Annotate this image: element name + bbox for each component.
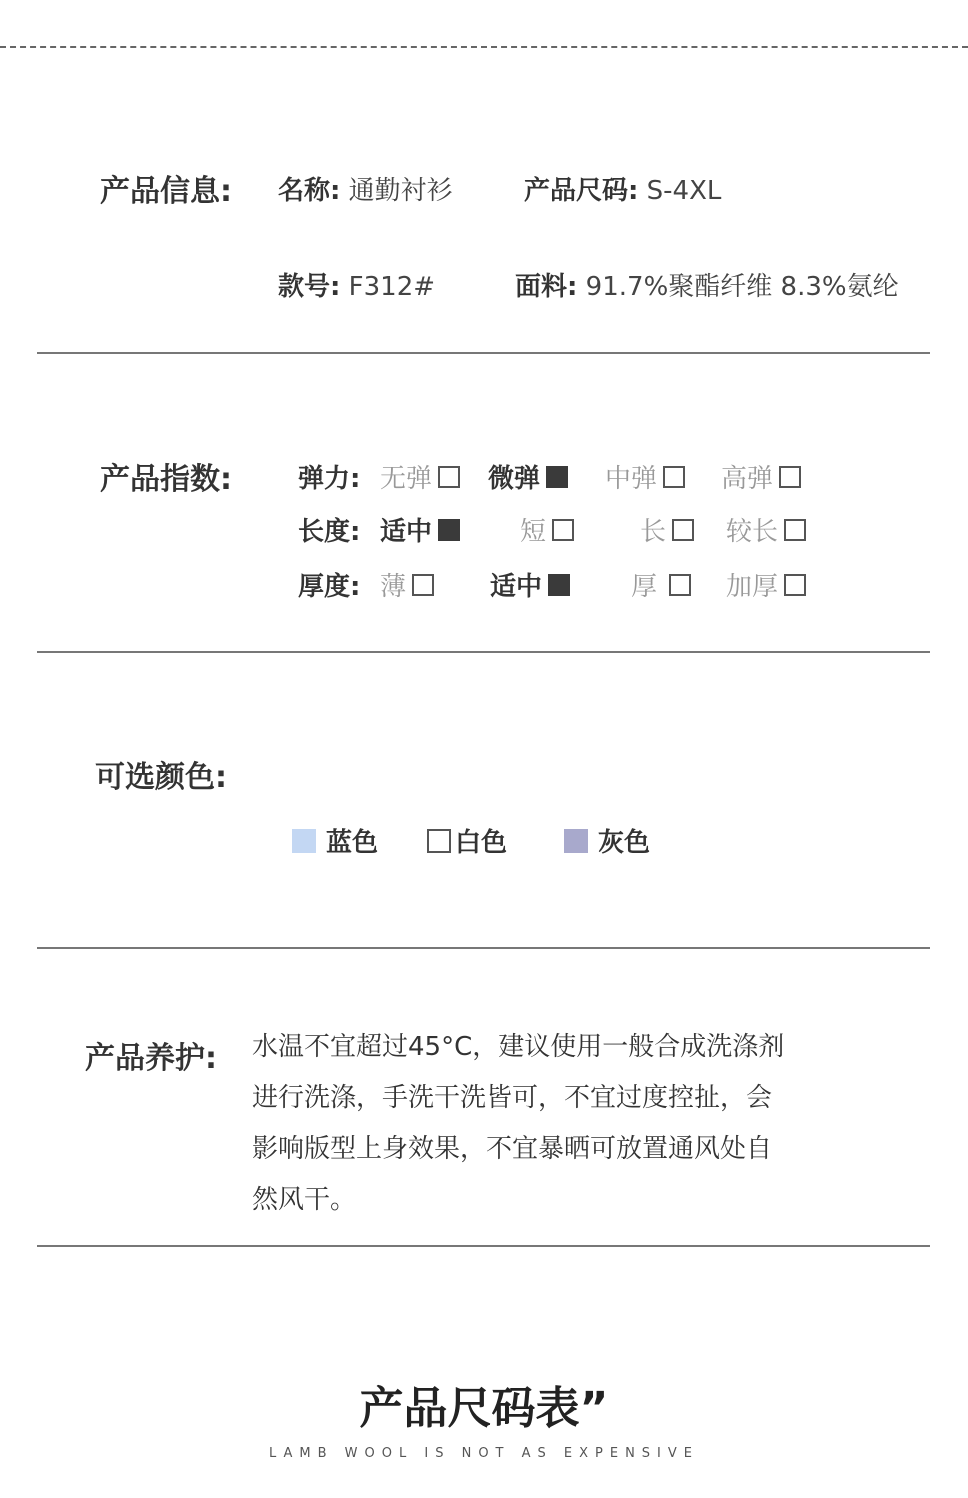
product-name-value: 通勤衬衫	[348, 176, 453, 206]
care-instructions	[252, 1022, 892, 1226]
blue-swatch-icon	[292, 829, 316, 853]
index-option-elasticity-medium: 中弹	[605, 458, 685, 495]
product-fabric-value: 91.7%聚酯纤维 8.3%氨纶	[585, 272, 899, 302]
product-size	[524, 170, 721, 207]
index-option-thickness-medium: 适中	[490, 566, 570, 603]
care-line: 然风干。	[252, 1185, 357, 1215]
checkbox-filled-icon	[546, 466, 568, 488]
index-option-elasticity-none: 无弹	[380, 458, 460, 495]
checkbox-empty-icon	[552, 519, 574, 541]
checkbox-empty-icon	[438, 466, 460, 488]
product-info-label: 产品信息:	[100, 174, 232, 209]
product-index-label: 产品指数:	[100, 462, 232, 497]
color-option-gray: 灰色	[564, 822, 650, 859]
colors-label: 可选颜色:	[95, 760, 227, 795]
index-row-label-thickness: 厚度:	[298, 572, 361, 602]
product-fabric-label: 面料:	[515, 272, 578, 302]
care-line: 水温不宜超过45°C，建议使用一般合成洗涤剂	[252, 1032, 785, 1062]
product-name	[278, 170, 453, 207]
gray-swatch-icon	[564, 829, 588, 853]
top-dashed-divider	[0, 46, 968, 48]
checkbox-filled-icon	[548, 574, 570, 596]
index-option-thickness-thin: 薄	[380, 566, 434, 603]
product-style-no	[278, 266, 435, 303]
product-fabric	[515, 266, 899, 303]
care-label: 产品养护:	[85, 1041, 217, 1076]
index-option-length-longer: 较长	[726, 511, 806, 548]
product-style-label: 款号:	[278, 272, 341, 302]
section-divider	[37, 1245, 930, 1247]
white-swatch-icon	[427, 829, 451, 853]
checkbox-empty-icon	[672, 519, 694, 541]
product-size-value: S-4XL	[646, 176, 722, 206]
checkbox-empty-icon	[412, 574, 434, 596]
color-option-blue: 蓝色	[292, 822, 378, 859]
checkbox-empty-icon	[663, 466, 685, 488]
product-name-label: 名称:	[278, 176, 341, 206]
index-option-elasticity-high: 高弹	[721, 458, 801, 495]
index-option-length-medium: 适中	[380, 511, 460, 548]
product-style-value: F312#	[348, 272, 436, 302]
index-option-elasticity-slight: 微弹	[488, 458, 568, 495]
section-divider	[37, 352, 930, 354]
checkbox-empty-icon	[669, 574, 691, 596]
product-size-label: 产品尺码:	[524, 176, 639, 206]
index-row-label-elasticity: 弹力:	[298, 464, 361, 494]
care-line: 进行洗涤，手洗干洗皆可，不宜过度控扯，会	[252, 1083, 773, 1113]
checkbox-empty-icon	[784, 519, 806, 541]
index-option-thickness-thick: 厚	[631, 566, 691, 603]
index-row-label-length: 长度:	[298, 517, 361, 547]
checkbox-empty-icon	[779, 466, 801, 488]
checkbox-filled-icon	[438, 519, 460, 541]
index-option-thickness-extra-thick: 加厚	[726, 566, 806, 603]
index-option-length-long: 长	[640, 511, 694, 548]
color-option-white: 白色	[427, 822, 507, 859]
section-divider	[37, 651, 930, 653]
checkbox-empty-icon	[784, 574, 806, 596]
size-chart-title: 产品尺码表”	[359, 1383, 609, 1434]
section-divider	[37, 947, 930, 949]
size-chart-subtitle: LAMB WOOL IS NOT AS EXPENSIVE	[268, 1446, 699, 1461]
index-option-length-short: 短	[520, 511, 574, 548]
care-line: 影响版型上身效果，不宜暴晒可放置通风处自	[252, 1134, 773, 1164]
